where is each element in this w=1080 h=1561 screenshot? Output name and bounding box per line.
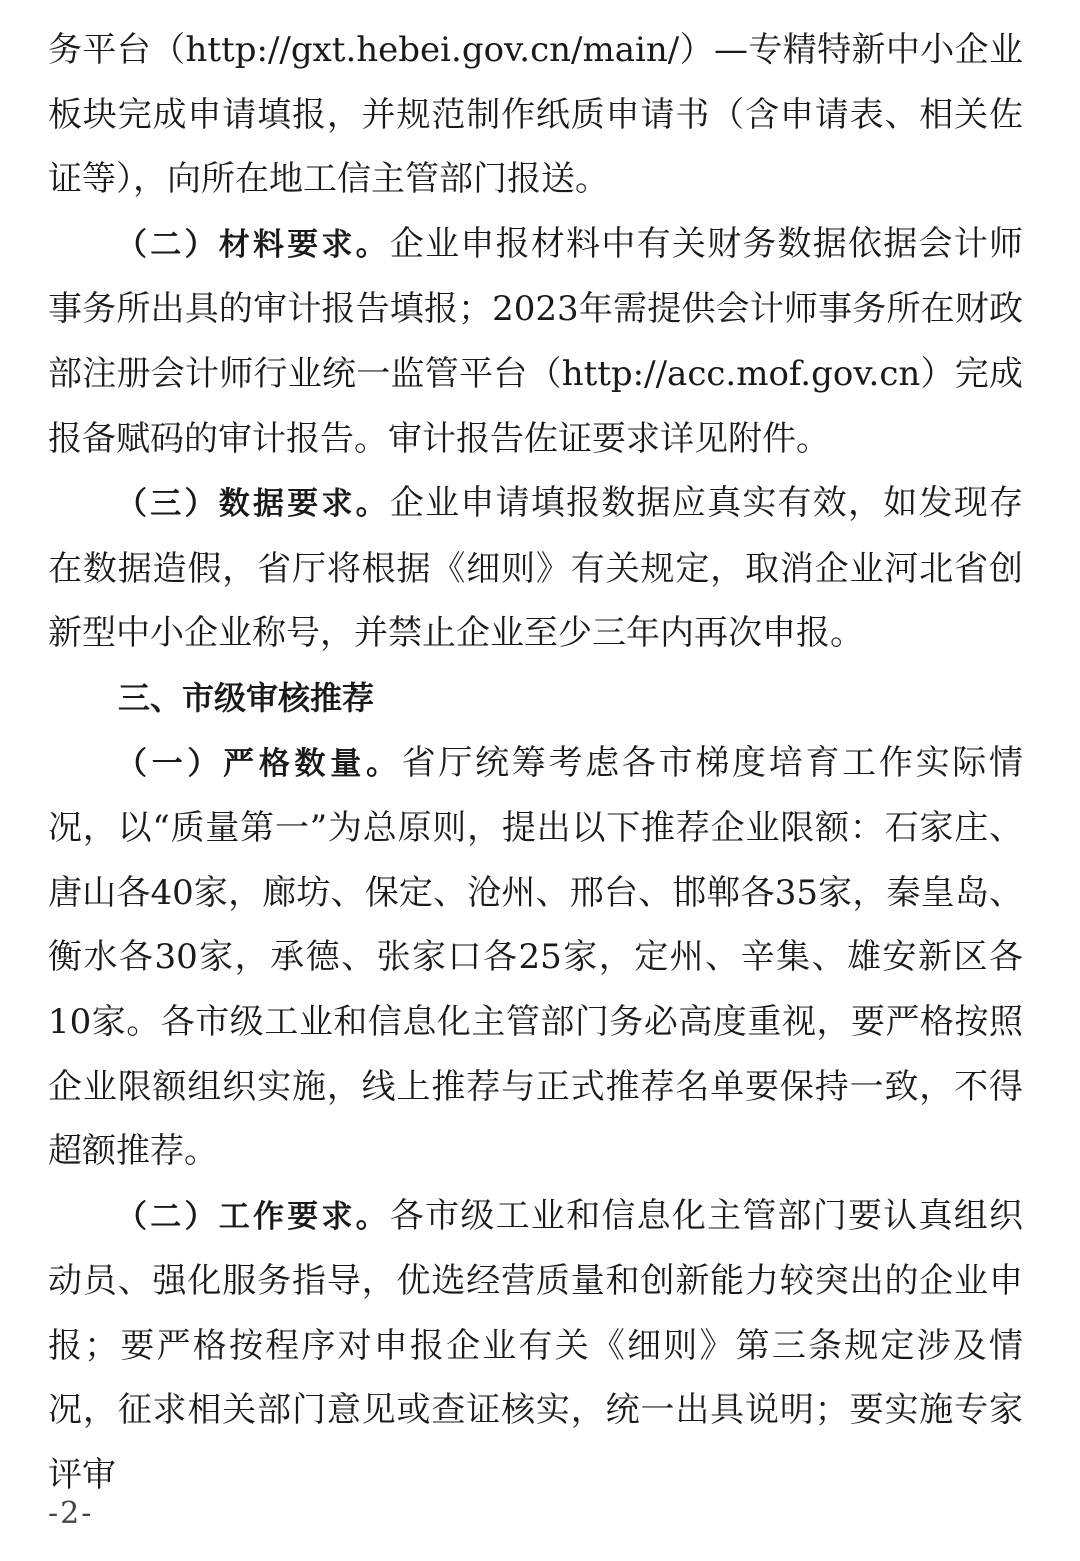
- paragraph-data-requirements: [48, 471, 1023, 666]
- paragraph-work-requirements: [48, 1184, 1023, 1508]
- page-number: -2-: [48, 1496, 94, 1531]
- paragraph-text: 省厅统筹考虑各市梯度培育工作实际情况，以“质量第一”为总原则，提出以下推荐企业限额：石家庄、唐山各40家，廊坊、保定、沧州、邢台、邯郸各35家，秦皇岛、衡水各30家，承德、张家口各25家，定州、辛集、雄安新区各10家。各市级工业和信息化主管部门务必高度重视，要严格按照企业限额组织实施，线上推荐与正式推荐名单要保持一致，不得超额推荐。: [48, 742, 1024, 1172]
- section-label-work-requirements: （二）工作要求。: [116, 1198, 390, 1235]
- paragraph-submission-platform: [48, 18, 1023, 212]
- paragraph-text: 企业申报材料中有关财务数据依据会计师事务所出具的审计报告填报；2023年需提供会计师事务所在财政部注册会计师行业统一监管平台（http://acc.mof.gov.cn）完成报备赋码的审计报告。审计报告佐证要求详见附件。: [48, 223, 1024, 459]
- paragraph-strict-quota: [48, 731, 1023, 1184]
- paragraph-text: 各市级工业和信息化主管部门要认真组织动员、强化服务指导，优选经营质量和创新能力较突出的企业申报；要严格按程序对申报企业有关《细则》第三条规定涉及情况，征求相关部门意见或查证核实，统一出具说明；要实施专家评审: [48, 1195, 1024, 1496]
- section-heading-city-review: 三、市级审核推荐: [118, 678, 375, 717]
- paragraph-text: 务平台（http://gxt.hebei.gov.cn/main/）—专精特新中小企业板块完成申请填报，并规范制作纸质申请书（含申请表、相关佐证等），向所在地工信主管部门报送。: [48, 30, 1023, 200]
- section-label-material-requirements: （二）材料要求。: [116, 226, 390, 263]
- paragraph-text: 企业申请填报数据应真实有效，如发现存在数据造假，省厅将根据《细则》有关规定，取消企业河北省创新型中小企业称号，并禁止企业至少三年内再次申报。: [48, 483, 1024, 654]
- section-label-data-requirements: （三）数据要求。: [116, 486, 390, 523]
- section-label-strict-quota: （一）严格数量。: [116, 745, 402, 782]
- document-body: [48, 18, 1023, 1508]
- paragraph-material-requirements: [48, 212, 1023, 471]
